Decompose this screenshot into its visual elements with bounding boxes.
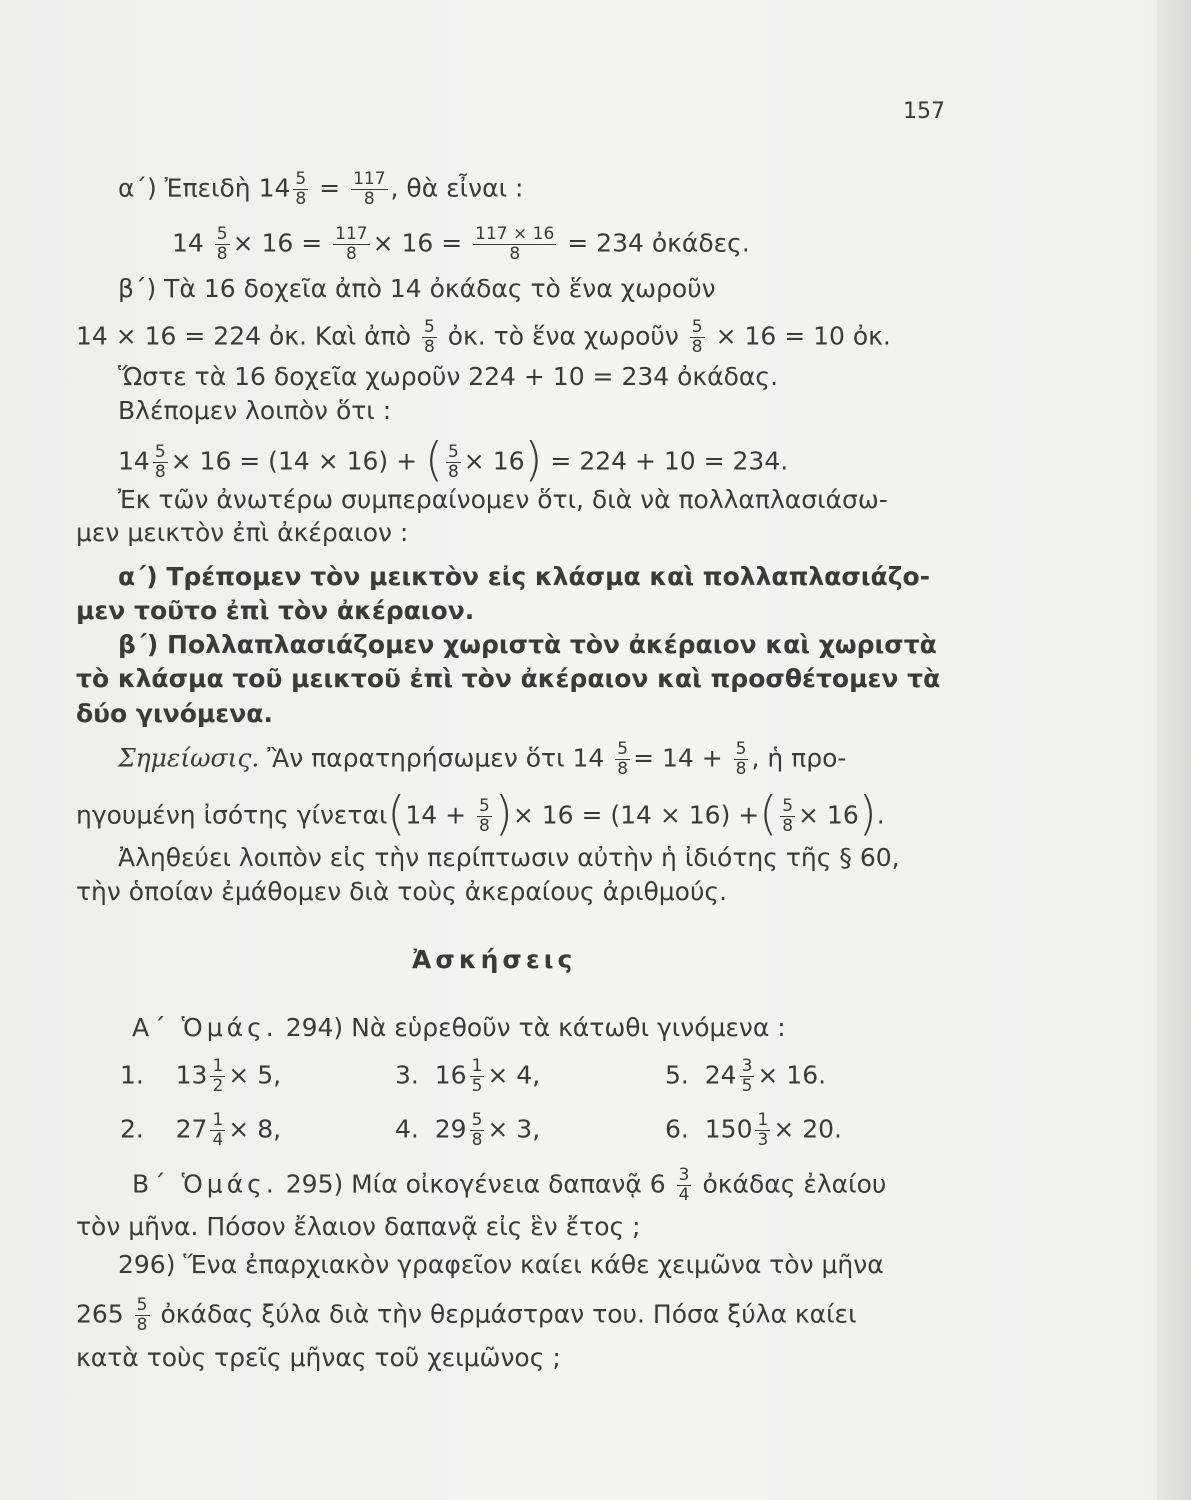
- text-line-18: τὴν ὁποίαν ἐμάθομεν διὰ τοὺς ἀκεραίους ἀριθμούς.: [76, 877, 728, 906]
- fraction: $\frac{117 \times 16}{8}$: [475, 224, 555, 264]
- page-edge-shadow: [1157, 0, 1191, 1500]
- fraction: $\frac{3}{5}$: [741, 1056, 753, 1096]
- exercise-item-6: 6. 150 $\frac{1}{3}$ × 20.: [665, 1110, 842, 1150]
- rule-b-line-3: δύο γινόμενα.: [76, 699, 273, 728]
- fraction: $\frac{5}{8}$: [295, 169, 307, 209]
- fraction: $\frac{5}{8}$: [447, 442, 459, 482]
- group-b-label: Β΄ Ὁμάς.: [132, 1169, 278, 1199]
- fraction: $\frac{1}{3}$: [757, 1110, 769, 1150]
- problem-296-line-2: 265 $\frac{5}{8}$ ὀκάδας ξύλα διὰ τὴν θερμάστραν του. Πόσα ξύλα καίει: [76, 1295, 857, 1335]
- text-line-17: Ἀληθεύει λοιπὸν εἰς τὴν περίπτωσιν αὐτὴν ἡ ἰδιότης τῆς § 60,: [118, 843, 900, 872]
- rule-a-line-1: α΄) Τρέπομεν τὸν μεικτὸν εἰς κλάσμα καὶ πολλαπλασιάζο-: [118, 562, 931, 591]
- text-line-2: 14 $\frac{5}{8}$ × 16 = $\frac{117}{8}$ × 16 = $\frac{117 \times 16}{8}$ = 234 ὀκάδες.: [172, 224, 750, 264]
- rule-b-line-2: τὸ κλάσμα τοῦ μεικτοῦ ἐπὶ τὸν ἀκέραιον καὶ προσθέτομεν τὰ: [76, 664, 941, 693]
- exercise-item-3: 3. 16 $\frac{1}{5}$ × 4,: [395, 1056, 541, 1096]
- fraction: $\frac{5}{8}$: [471, 1110, 483, 1150]
- exercise-item-1: 1. 13 $\frac{1}{2}$ × 5,: [120, 1056, 282, 1096]
- fraction: $\frac{5}{8}$: [154, 442, 166, 482]
- fraction: $\frac{5}{8}$: [136, 1295, 148, 1335]
- fraction: $\frac{1}{4}$: [212, 1110, 224, 1150]
- fraction: $\frac{117}{8}$: [353, 169, 386, 209]
- note-line-1: Σημείωσις. Ἂν παρατηρήσωμεν ὅτι 14 $\frac{5}{8}$ = 14 + $\frac{5}{8}$ , ἡ προ-: [118, 739, 847, 779]
- exercise-item-2: 2. 27 $\frac{1}{4}$ × 8,: [120, 1110, 282, 1150]
- fraction: $\frac{5}{8}$: [479, 796, 490, 836]
- problem-295-line-2: τὸν μῆνα. Πόσον ἔλαιον δαπανᾷ εἰς ἓν ἔτος ;: [76, 1212, 641, 1241]
- page-number: 157: [903, 99, 945, 124]
- fraction: $\frac{117}{8}$: [335, 224, 368, 264]
- fraction: $\frac{5}{8}$: [691, 317, 703, 357]
- text-line-1: α΄) Ἐπειδὴ 14 $\frac{5}{8}$ = $\frac{117}{8}$ , θὰ εἶναι :: [118, 169, 524, 209]
- problem-296-line-3: κατὰ τοὺς τρεῖς μῆνας τοῦ χειμῶνος ;: [76, 1343, 561, 1372]
- fraction: $\frac{5}{8}$: [423, 317, 435, 357]
- problem-295-line-1: Β΄ Ὁμάς. 295) Μία οἰκογένεια δαπανᾷ 6 $\frac{3}{4}$ ὀκάδας ἐλαίου: [132, 1165, 887, 1205]
- exercise-item-5: 5. 24 $\frac{3}{5}$ × 16.: [665, 1056, 827, 1096]
- text-line-7: 14 $\frac{5}{8}$ × 16 = (14 × 16) + ( $\frac{5}{8}$ × 16) = 224 + 10 = 234.: [118, 432, 789, 487]
- text-line-4: 14 × 16 = 224 ὀκ. Καὶ ἀπὸ $\frac{5}{8}$ ὀκ. τὸ ἕνα χωροῦν $\frac{5}{8}$ × 16 = 10 ὀκ.: [76, 317, 891, 357]
- text-line-3: β΄) Τὰ 16 δοχεῖα ἀπὸ 14 ὀκάδας τὸ ἕνα χωροῦν: [118, 274, 716, 303]
- note-line-2: ηγουμένη ἰσότης γίνεται(14 + $\frac{5}{8}$ )× 16 = (14 × 16) +( $\frac{5}{8}$ × 16).: [76, 786, 885, 841]
- fraction: $\frac{5}{8}$: [782, 796, 794, 836]
- fraction: $\frac{3}{4}$: [678, 1165, 690, 1205]
- text-line-9: μεν μεικτὸν ἐπὶ ἀκέραιον :: [76, 518, 409, 547]
- exercises-heading: Ἀσκήσεις: [412, 945, 577, 974]
- fraction: $\frac{5}{8}$: [216, 224, 228, 264]
- fraction: $\frac{1}{5}$: [471, 1056, 483, 1096]
- text-line-5: Ὥστε τὰ 16 δοχεῖα χωροῦν 224 + 10 = 234 ὀκάδας.: [118, 362, 779, 391]
- problem-296-line-1: 296) Ἕνα ἐπαρχιακὸν γραφεῖον καίει κάθε χειμῶνα τὸν μῆνα: [118, 1250, 884, 1279]
- text-line-8: Ἐκ τῶν ἀνωτέρω συμπεραίνομεν ὅτι, διὰ νὰ πολλαπλασιάσω-: [118, 485, 888, 514]
- rule-b-line-1: β΄) Πολλαπλασιάζομεν χωριστὰ τὸν ἀκέραιον καὶ χωριστὰ: [118, 630, 937, 659]
- text-line-6: Βλέπομεν λοιπὸν ὅτι :: [118, 396, 392, 425]
- note-label: Σημείωσις.: [118, 743, 260, 773]
- rule-a-line-2: μεν τοῦτο ἐπὶ τὸν ἀκέραιον.: [76, 596, 475, 625]
- fraction: $\frac{1}{2}$: [212, 1056, 224, 1096]
- group-a-line: Α΄ Ὁμάς. 294) Νὰ εὑρεθοῦν τὰ κάτωθι γινόμενα :: [132, 1013, 786, 1042]
- group-a-label: Α΄ Ὁμάς.: [132, 1013, 278, 1042]
- exercise-item-4: 4. 29 $\frac{5}{8}$ × 3,: [395, 1110, 541, 1150]
- fraction: $\frac{5}{8}$: [735, 739, 747, 779]
- fraction: $\frac{5}{8}$: [617, 739, 629, 779]
